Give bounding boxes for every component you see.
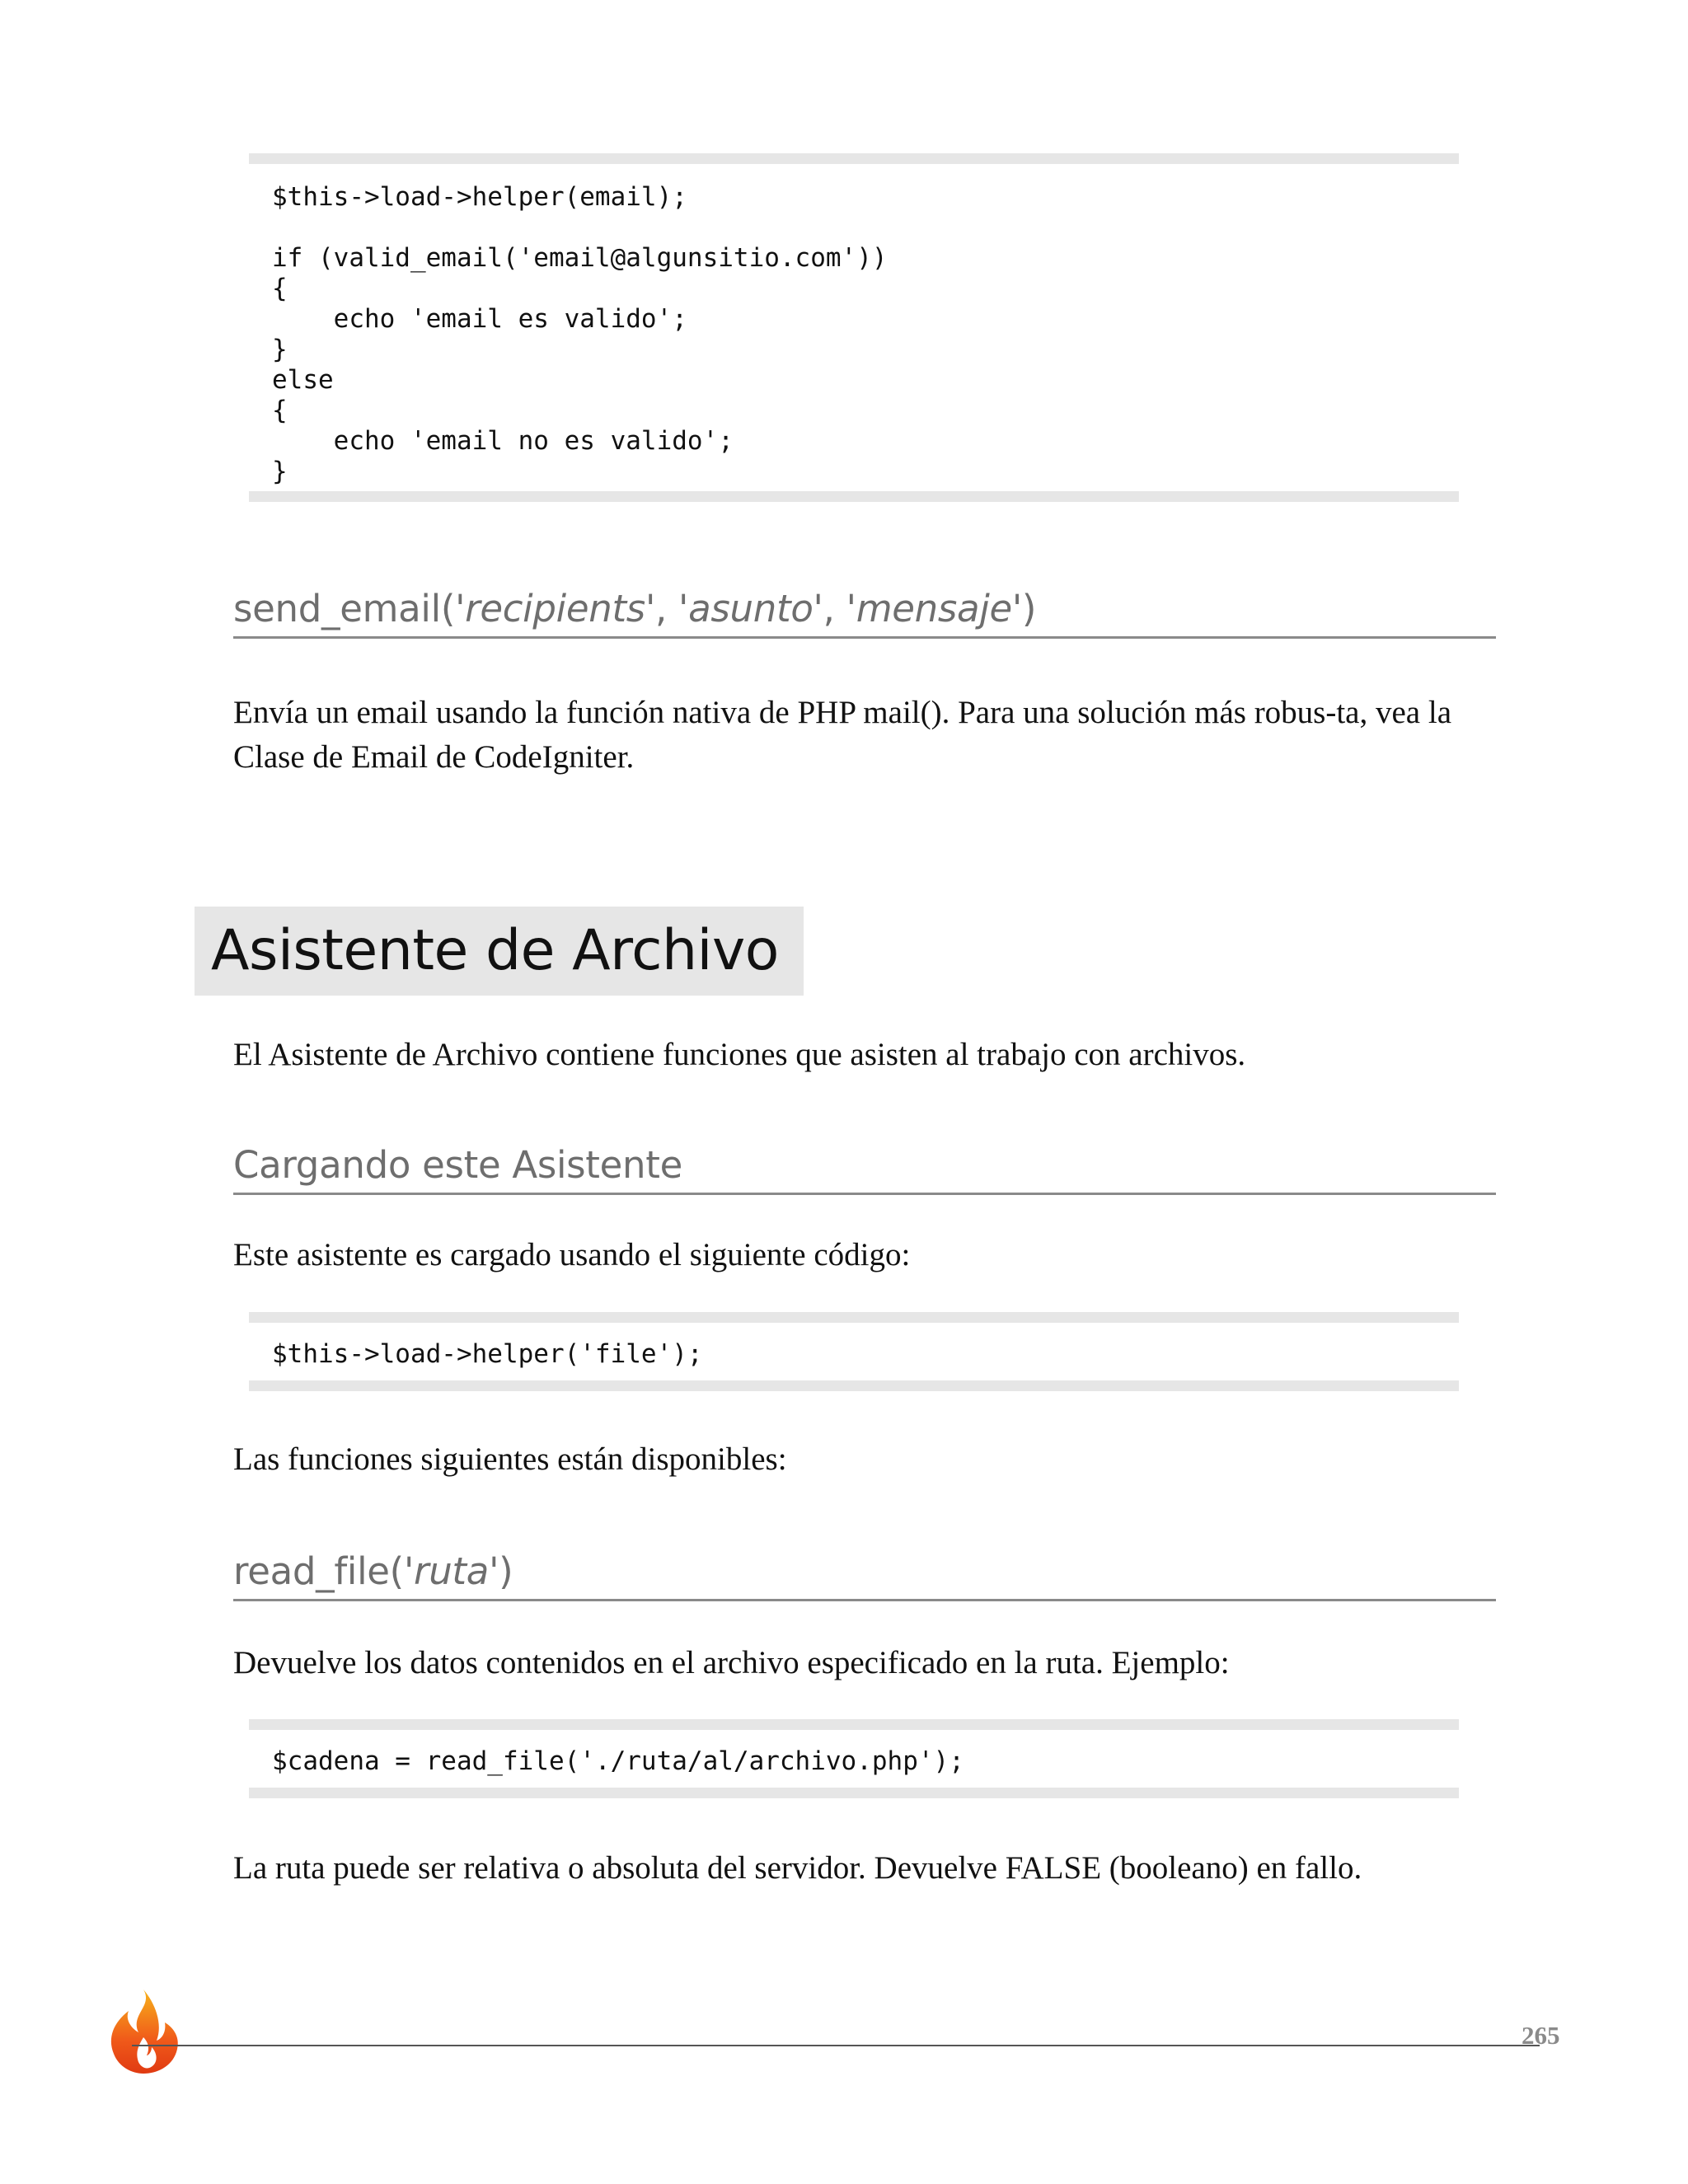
fn-name: send_email(	[233, 587, 456, 630]
code-valid-email: $this->load->helper(email); if (valid_email('email@algunsitio.com')) { echo 'email es valido'; } else { echo 'email no es valido'; }	[272, 182, 888, 486]
heading-loading-helper: Cargando este Asistente	[233, 1143, 1496, 1195]
code-load-file: $this->load->helper('file');	[272, 1339, 703, 1369]
code-block-read-file	[249, 1719, 1459, 1798]
quote: '	[455, 587, 466, 630]
code-read-file: $cadena = read_file('./ruta/al/archivo.php');	[272, 1746, 964, 1776]
footer-rule	[132, 2045, 1540, 2046]
send-email-description: Envía un email usando la función nativa de PHP mail(). Para una solución más robus-ta, vea la Clase de Email de CodeIgniter.	[233, 695, 1452, 775]
quote: '	[403, 1549, 415, 1593]
separator: ', '	[645, 587, 689, 630]
fn-name: read_file(	[233, 1549, 404, 1593]
available-functions-text: Las funciones siguientes están disponibles:	[233, 1441, 787, 1477]
closing: ')	[489, 1549, 513, 1593]
page-number: 265	[1522, 2021, 1560, 2050]
section-title: Asistente de Archivo	[195, 907, 804, 996]
heading-read-file	[233, 1549, 1496, 1601]
param-mensaje: mensaje	[856, 587, 1012, 630]
param-ruta: ruta	[414, 1549, 490, 1593]
separator: ', '	[813, 587, 856, 630]
read-file-description: Devuelve los datos contenidos en el archivo especificado en la ruta. Ejemplo:	[233, 1645, 1230, 1680]
code-block-load-file	[249, 1312, 1459, 1391]
param-recipients: recipients	[465, 587, 645, 630]
codeigniter-flame-icon	[106, 1986, 181, 2077]
read-file-note: La ruta puede ser relativa o absoluta del servidor. Devuelve FALSE (booleano) en fallo.	[233, 1850, 1362, 1886]
heading-send-email	[233, 587, 1496, 639]
loading-description: Este asistente es cargado usando el siguiente código:	[233, 1237, 911, 1272]
param-asunto: asunto	[688, 587, 814, 630]
closing: ')	[1011, 587, 1037, 630]
code-block-valid-email	[249, 153, 1459, 502]
section-intro: El Asistente de Archivo contiene funciones que asisten al trabajo con archivos.	[233, 1037, 1246, 1072]
